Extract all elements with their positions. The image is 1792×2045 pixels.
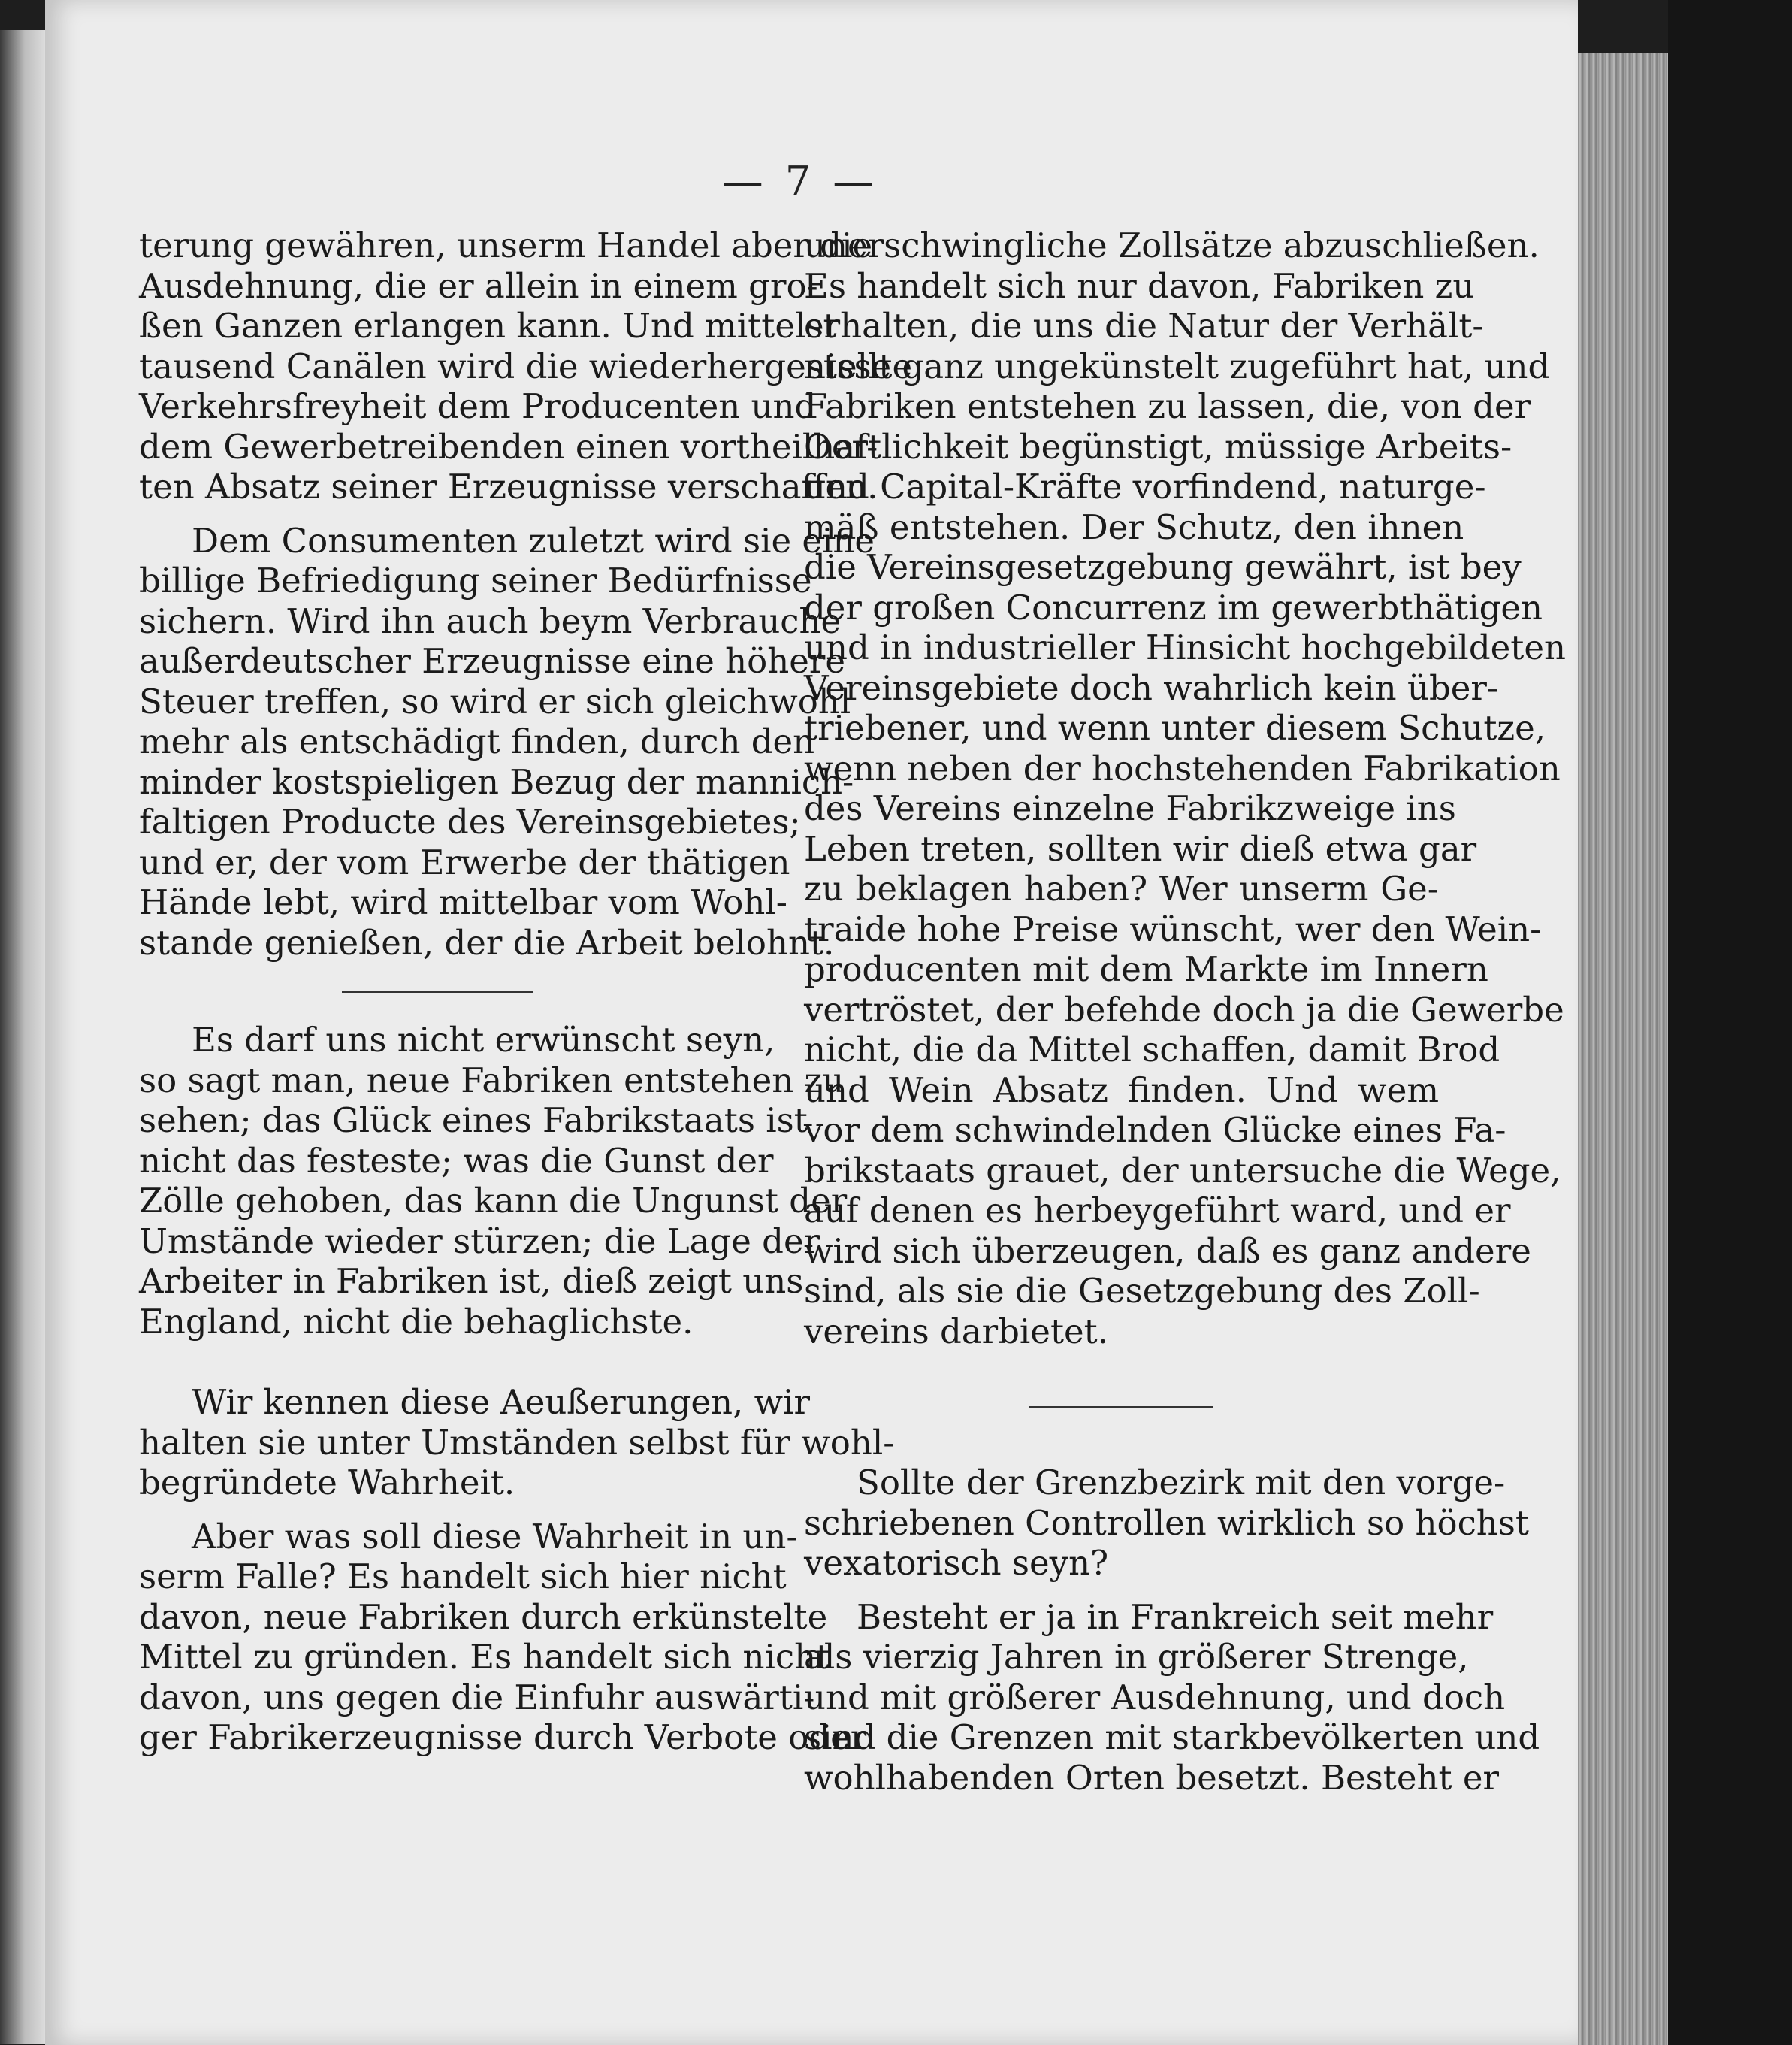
text-line: Steuer treffen, so wird er sich gleichwohl <box>139 681 851 721</box>
text-line: Vereinsgebiete doch wahrlich kein über- <box>804 667 1499 708</box>
left-column <box>139 225 913 1758</box>
right-paragraph-2 <box>804 1463 1529 1584</box>
text-line: vor dem schwindelnden Glücke eines Fa- <box>804 1110 1506 1150</box>
text-line: so sagt man, neue Fabriken entstehen zu <box>139 1060 845 1100</box>
text-line: Es darf uns nicht erwünscht seyn, <box>192 1020 775 1060</box>
section-divider-right <box>1029 1406 1213 1408</box>
text-line: Leben treten, sollten wir dieß etwa gar <box>804 828 1477 869</box>
left-paragraph-3 <box>139 1020 848 1342</box>
text-line: Es handelt sich nur davon, Fabriken zu <box>804 265 1475 306</box>
text-line: Dem Consumenten zuletzt wird sie eine <box>192 520 875 561</box>
text-line: die Vereinsgesetzgebung gewährt, ist bey <box>804 547 1522 587</box>
text-line: wird sich überzeugen, daß es ganz andere <box>804 1230 1531 1271</box>
text-line: zu beklagen haben? Wer unserm Ge- <box>804 869 1439 909</box>
left-paragraph-4 <box>139 1382 895 1503</box>
text-line: vexatorisch seyn? <box>804 1543 1109 1583</box>
text-line: vertröstet, der befehde doch ja die Gewerbe <box>804 989 1564 1030</box>
right-paragraph-3 <box>804 1596 1540 1798</box>
text-line: und Capital-Kräfte vorfindend, naturge- <box>804 467 1486 507</box>
page-edges <box>1578 53 1668 2045</box>
text-line: England, nicht die behaglichste. <box>139 1301 694 1342</box>
text-line: terung gewähren, unserm Handel aber die <box>139 225 873 265</box>
text-line: mäß entstehen. Der Schutz, den ihnen <box>804 507 1464 547</box>
text-line: vereins darbietet. <box>804 1311 1109 1351</box>
text-line: ger Fabrikerzeugnisse durch Verbote oder <box>139 1717 867 1757</box>
book-cover-edge <box>1668 0 1792 2045</box>
text-line: Mittel zu gründen. Es handelt sich nicht <box>139 1637 830 1677</box>
text-line: sind, als sie die Gesetzgebung des Zoll- <box>804 1271 1480 1311</box>
previous-page-edge <box>0 30 45 2044</box>
text-line: nicht, die da Mittel schaffen, damit Brod <box>804 1030 1500 1069</box>
text-line: als vierzig Jahren in größerer Strenge, <box>804 1637 1469 1677</box>
text-line: tausend Canälen wird die wiederhergestellte <box>139 346 913 386</box>
right-column <box>804 225 1566 1798</box>
text-line: billige Befriedigung seiner Bedürfnisse <box>139 561 812 600</box>
text-line: und Wein Absatz finden. Und wem <box>804 1069 1439 1110</box>
text-line: davon, neue Fabriken durch erkünstelte <box>139 1596 828 1637</box>
text-line: wohlhabenden Orten besetzt. Besteht er <box>804 1757 1500 1798</box>
text-line: Umstände wieder stürzen; die Lage der <box>139 1221 820 1261</box>
text-line: Aber was soll diese Wahrheit in un- <box>192 1516 798 1556</box>
text-line: und mit größerer Ausdehnung, und doch <box>804 1677 1506 1717</box>
text-line: begründete Wahrheit. <box>139 1463 515 1502</box>
text-line: traide hohe Preise wünscht, wer den Wein- <box>804 909 1542 949</box>
text-line: nicht das festeste; was die Gunst der <box>139 1140 774 1181</box>
text-line: und er, der vom Erwerbe der thätigen <box>139 842 790 882</box>
text-line: Fabriken entstehen zu lassen, die, von der <box>804 386 1531 426</box>
section-divider <box>342 991 533 993</box>
text-line: Oertlichkeit begünstigt, müssige Arbeits- <box>804 426 1512 467</box>
text-line: ten Absatz seiner Erzeugnisse verschaffen. <box>139 467 878 507</box>
text-line: serm Falle? Es handelt sich hier nicht <box>139 1556 787 1596</box>
text-line: schriebenen Controllen wirklich so höchst <box>804 1502 1529 1543</box>
left-paragraph-5 <box>139 1516 867 1758</box>
text-line: halten sie unter Umständen selbst für wohl- <box>139 1422 895 1463</box>
text-line: außerdeutscher Erzeugnisse eine höhere <box>139 641 845 681</box>
text-line: sind die Grenzen mit starkbevölkerten und <box>804 1717 1540 1757</box>
text-line: Zölle gehoben, das kann die Ungunst der <box>139 1181 848 1221</box>
text-line: Hände lebt, wird mittelbar vom Wohl- <box>139 882 787 922</box>
page-number: — 7 — <box>722 158 878 205</box>
text-line: und in industrieller Hinsicht hochgebildeten <box>804 628 1566 667</box>
text-line: minder kostspieligen Bezug der mannich- <box>139 761 854 802</box>
text-line: des Vereins einzelne Fabrikzweige ins <box>804 788 1456 828</box>
text-line: Wir kennen diese Aeußerungen, wir <box>192 1382 811 1422</box>
text-line: dem Gewerbetreibenden einen vortheilhaf- <box>139 426 878 467</box>
text-line: triebener, und wenn unter diesem Schutze, <box>804 708 1546 748</box>
text-line: sehen; das Glück eines Fabrikstaats ist <box>139 1100 808 1140</box>
text-line: davon, uns gegen die Einfuhr auswärti- <box>139 1677 815 1717</box>
text-line: erhalten, die uns die Natur der Verhält- <box>804 306 1484 346</box>
left-paragraph-1 <box>139 225 913 507</box>
text-line: auf denen es herbeygeführt ward, und er <box>804 1190 1511 1230</box>
text-line: sichern. Wird ihn auch beym Verbrauche <box>139 600 842 641</box>
text-line: Verkehrsfreyheit dem Producenten und <box>139 386 817 426</box>
text-line: stande genießen, der die Arbeit belohnt. <box>139 922 835 963</box>
text-line: faltigen Producte des Vereinsgebietes; <box>139 802 801 842</box>
right-paragraph-1 <box>804 225 1566 1351</box>
text-line: unerschwingliche Zollsätze abzuschließen. <box>804 225 1540 265</box>
text-line: Ausdehnung, die er allein in einem gro- <box>139 265 818 306</box>
text-line: brikstaats grauet, der untersuche die Wege, <box>804 1150 1561 1190</box>
text-line: nisse ganz ungekünstelt zugeführt hat, und <box>804 346 1550 386</box>
text-line: Sollte der Grenzbezirk mit den vorge- <box>857 1463 1506 1502</box>
text-line: mehr als entschädigt finden, durch den <box>139 721 815 761</box>
text-line: producenten mit dem Markte im Innern <box>804 949 1488 989</box>
text-line: Besteht er ja in Frankreich seit mehr <box>857 1596 1494 1637</box>
text-line: wenn neben der hochstehenden Fabrikation <box>804 748 1561 788</box>
text-line: Arbeiter in Fabriken ist, dieß zeigt uns <box>139 1261 804 1301</box>
text-line: ßen Ganzen erlangen kann. Und mittelst <box>139 306 837 346</box>
text-line: der großen Concurrenz im gewerbthätigen <box>804 587 1543 628</box>
left-paragraph-2 <box>139 520 875 964</box>
